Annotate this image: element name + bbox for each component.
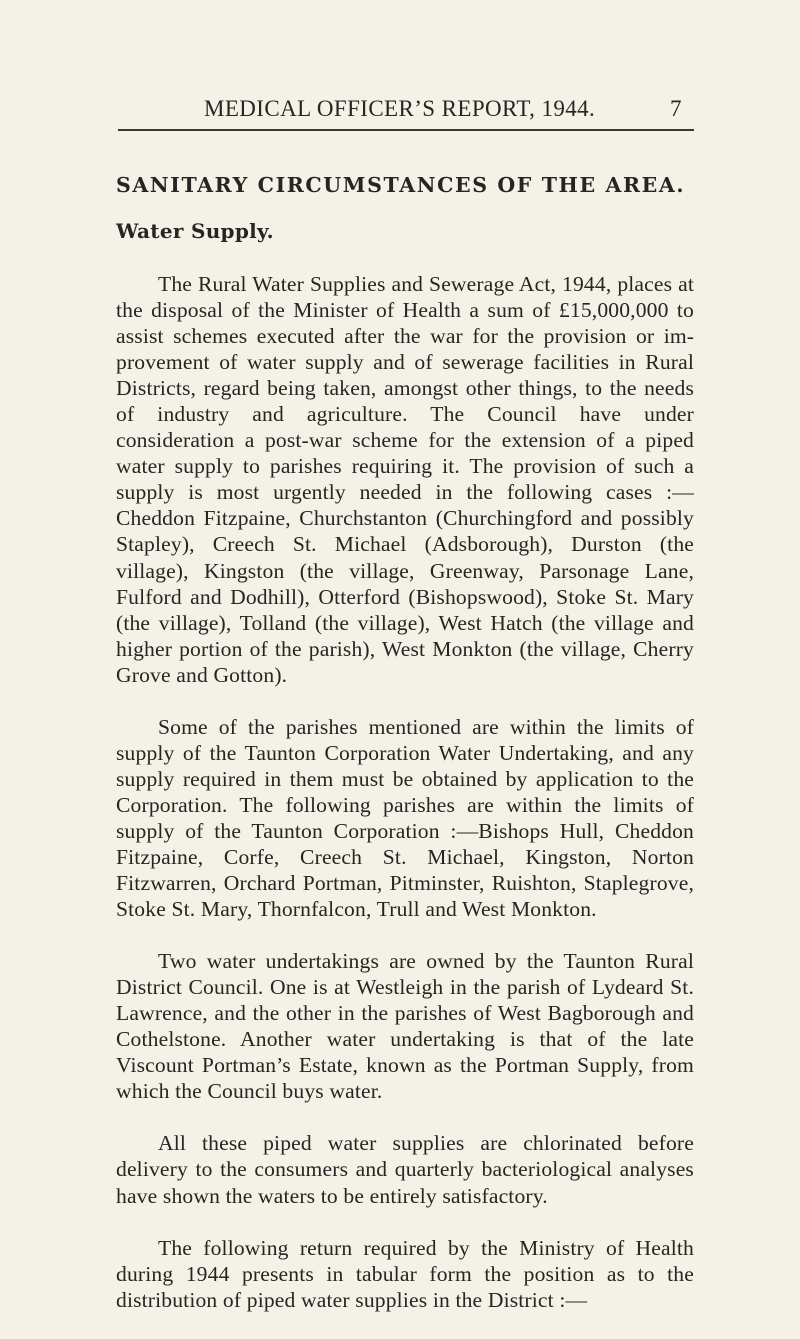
subheading-water-supply: Water Supply. — [116, 219, 274, 243]
paragraph-5: The following return required by the Ministry of Health during 1944 presents in tabular form the position as to the distribution of piped water supplies in the District :— — [116, 1235, 694, 1312]
section-title: SANITARY CIRCUMSTANCES OF THE AREA. — [116, 173, 686, 197]
running-title: MEDICAL OFFICER’S REPORT, 1944. — [204, 96, 596, 121]
paragraph-3: Two water undertakings are owned by the Taunton Rural District Council. One is at Westleigh in the parish of Lydeard St. Lawrence, and the other in the parishes of West Bagborough and Cothelstone. Another water undertaking is that of the late Viscount Portman’s Estate, known as the Portman Supply, from which the Council buys water. — [116, 949, 694, 1104]
body-text — [116, 271, 694, 1339]
paragraph-1: The Rural Water Supplies and Sewerage Act, 1944, places at the disposal of the Minister of Health a sum of £15,000,000 to assist schemes executed after the war for the provision or improvement of water supply and of sewerage facilities in Rural Districts, regard being taken, amongst other things, to the needs of industry and agriculture. The Council have under consideration a post-war scheme for the extension of a piped water supply to parishes requiring it. The provision of such a supply is most urgently needed in the following cases :—Cheddon Fitzpaine, Churchstanton (Churchingford and possibly Stapley), Creech St. Michael (Adsborough), Durston (the village), Kingston (the village, Greenway, Parsonage Lane, Fulford and Dodhill), Otterford (Bishopswood), Stoke St. Mary (the village), Tolland (the village), West Hatch (the village and higher portion of the parish), West Monkton (the village, Cherry Grove and Gotton). — [116, 272, 694, 687]
paragraph-4: All these piped water supplies are chlorinated before delivery to the consumers and quarterly bacteriological analyses have shown the waters to be entirely satisfactory. — [116, 1131, 694, 1208]
header-rule — [118, 129, 694, 131]
paragraph-2: Some of the parishes mentioned are within the limits of supply of the Taunton Corporation Water Undertaking, and any supply required in them must be obtained by application to the Corporation. The following parishes are within the limits of supply of the Taunton Corporation :—Bishops Hull, Cheddon Fitzpaine, Corfe, Creech St. Michael, Kingston, Norton Fitzwarren, Orchard Portman, Pitminster, Ruishton, Staplegrove, Stoke St. Mary, Thornfalcon, Trull and West Monkton. — [116, 714, 694, 922]
page-number: 7 — [670, 96, 682, 121]
